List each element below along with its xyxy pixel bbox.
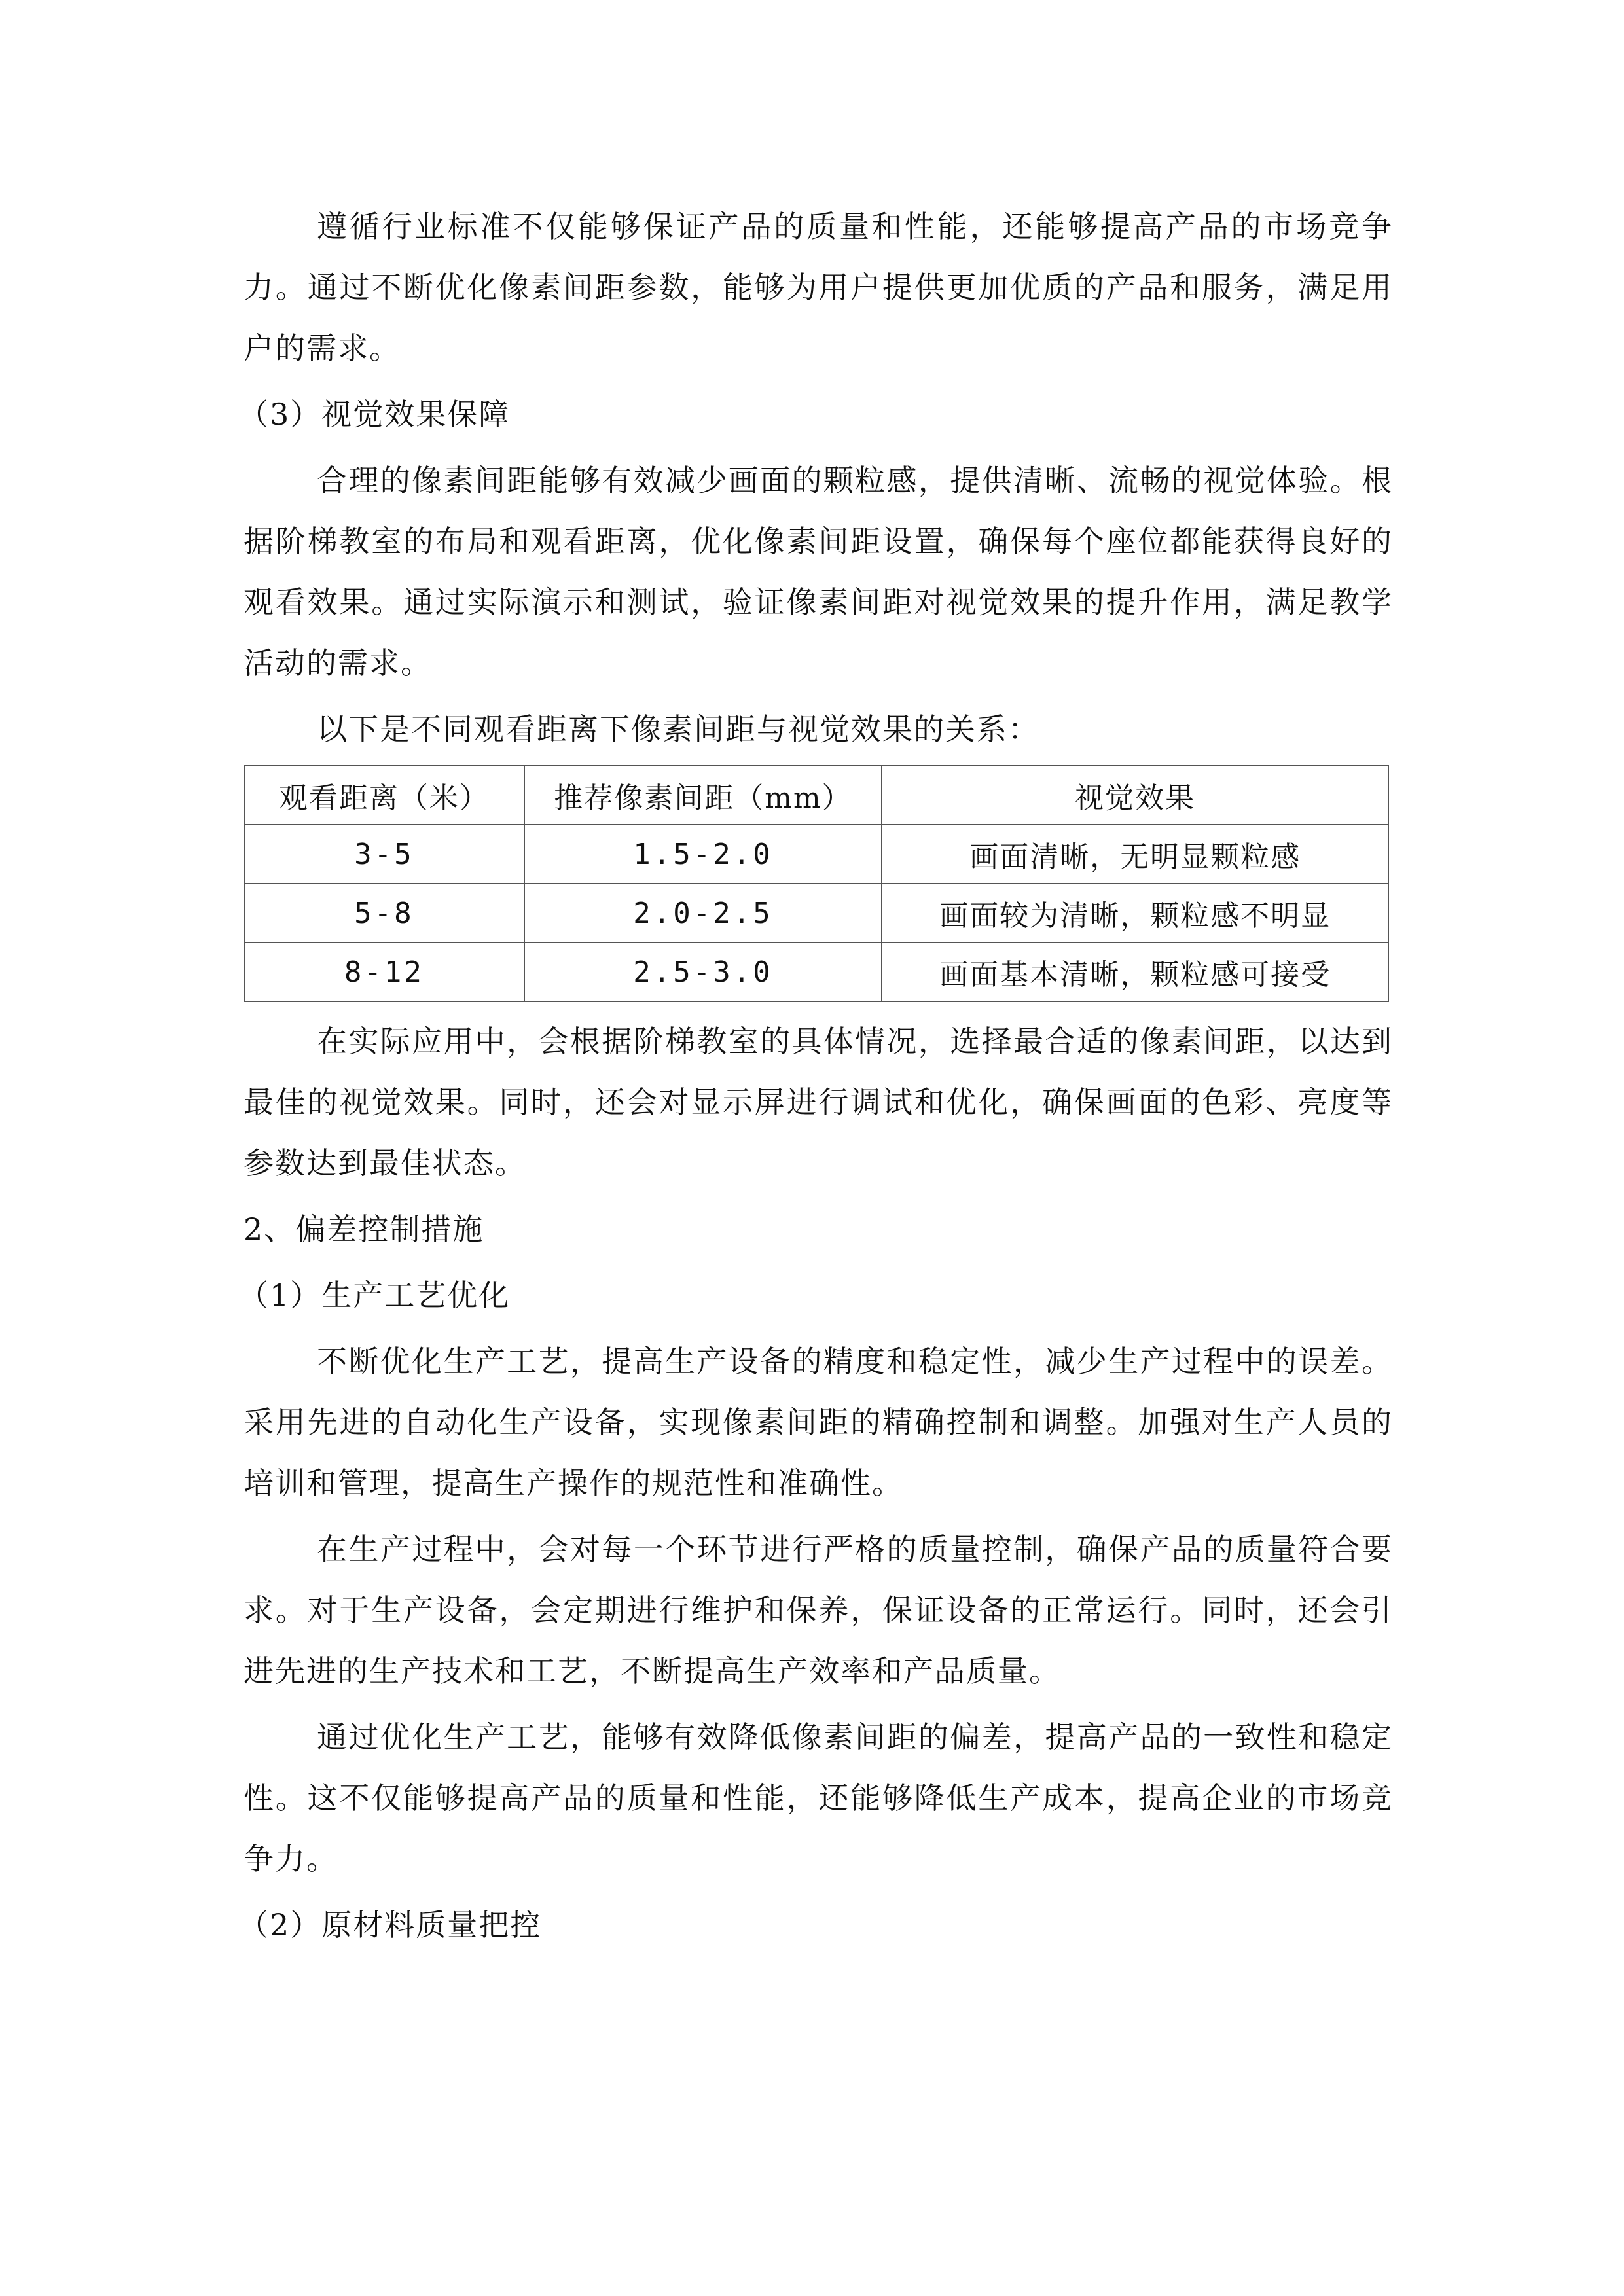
- paragraph-industry-standards: 遵循行业标准不仅能够保证产品的质量和性能，还能够提高产品的市场竞争力。通过不断优化像素间距参数，能够为用户提供更加优质的产品和服务，满足用户的需求。: [244, 209, 1393, 366]
- table-header-row: [244, 766, 1388, 825]
- paragraph-process-optimization: 不断优化生产工艺，提高生产设备的精度和稳定性，减少生产过程中的误差。采用先进的自动化生产设备，实现像素间距的精确控制和调整。加强对生产人员的培训和管理，提高生产操作的规范性和准确性。: [244, 1344, 1393, 1501]
- paragraph-quality-control: 在生产过程中，会对每一个环节进行严格的质量控制，确保产品的质量符合要求。对于生产设备，会定期进行维护和保养，保证设备的正常运行。同时，还会引进先进的生产技术和工艺，不断提高生产效率和产品质量。: [244, 1532, 1393, 1689]
- table-header-cell: 推荐像素间距（mm）: [524, 766, 882, 825]
- table-cell: 画面较为清晰，颗粒感不明显: [882, 884, 1388, 942]
- table-row: [244, 884, 1388, 942]
- table-row: [244, 825, 1388, 884]
- heading-raw-material: （2）原材料质量把控: [238, 1907, 542, 1943]
- paragraph-visual-effect: 合理的像素间距能够有效减少画面的颗粒感，提供清晰、流畅的视觉体验。根据阶梯教室的布局和观看距离，优化像素间距设置，确保每个座位都能获得良好的观看效果。通过实际演示和测试，验证像素间距对视觉效果的提升作用，满足教学活动的需求。: [244, 463, 1393, 681]
- table-intro: 以下是不同观看距离下像素间距与视觉效果的关系：: [317, 711, 1039, 747]
- pixel-pitch-table: [244, 765, 1389, 1002]
- table-cell: 2.0-2.5: [524, 884, 882, 942]
- table-cell: 8-12: [244, 942, 524, 1001]
- heading-visual-effect: （3）视觉效果保障: [238, 397, 511, 432]
- table-cell: 2.5-3.0: [524, 942, 882, 1001]
- table-cell: 画面基本清晰，颗粒感可接受: [882, 942, 1388, 1001]
- table-cell: 1.5-2.0: [524, 825, 882, 884]
- table-cell: 5-8: [244, 884, 524, 942]
- table-cell: 3-5: [244, 825, 524, 884]
- table-cell: 画面清晰，无明显颗粒感: [882, 825, 1388, 884]
- table-header-cell: 视觉效果: [882, 766, 1388, 825]
- table-header-cell: 观看距离（米）: [244, 766, 524, 825]
- paragraph-practical-application: 在实际应用中，会根据阶梯教室的具体情况，选择最合适的像素间距，以达到最佳的视觉效果。同时，还会对显示屏进行调试和优化，确保画面的色彩、亮度等参数达到最佳状态。: [244, 1024, 1393, 1181]
- paragraph-deviation-reduction: 通过优化生产工艺，能够有效降低像素间距的偏差，提高产品的一致性和稳定性。这不仅能够提高产品的质量和性能，还能够降低生产成本，提高企业的市场竞争力。: [244, 1719, 1393, 1876]
- table-row: [244, 942, 1388, 1001]
- document-page: [238, 196, 1393, 1961]
- section-deviation-control: 2、偏差控制措施: [244, 1211, 484, 1247]
- heading-process-optimization: （1）生产工艺优化: [238, 1278, 511, 1313]
